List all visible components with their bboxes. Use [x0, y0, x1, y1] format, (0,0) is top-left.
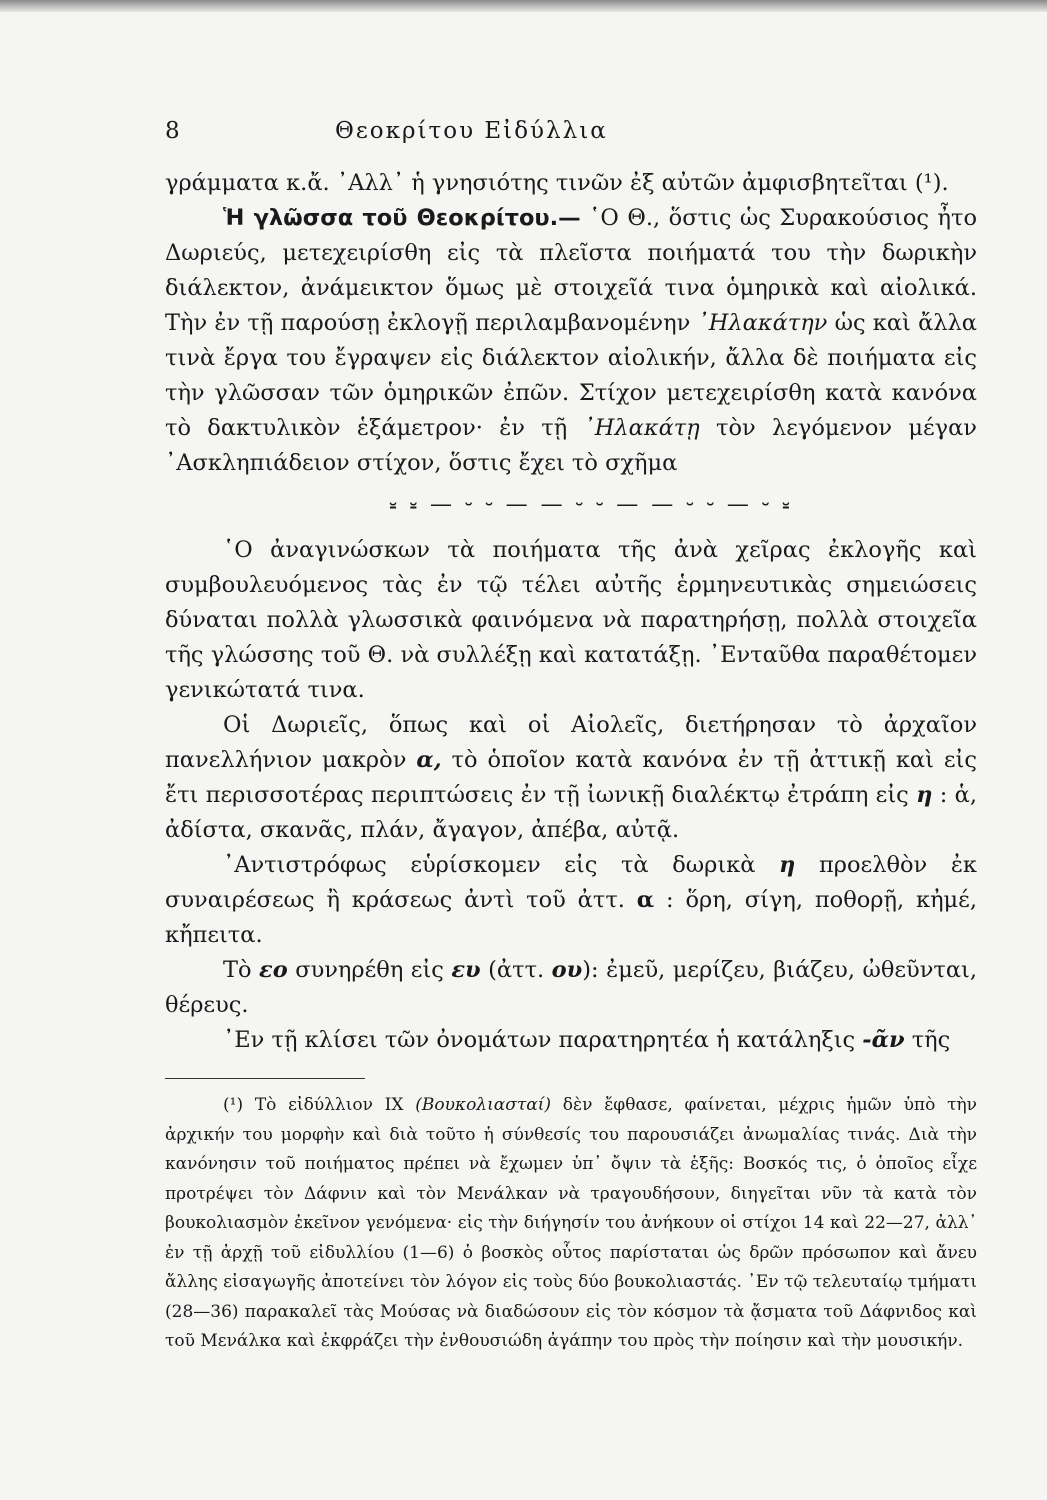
- text-run: τῆς: [904, 1027, 951, 1053]
- bold-letter: ευ: [451, 957, 481, 983]
- text-run: ᾿Αντιστρόφως εὑρίσκομεν εἰς τὰ δωρικὰ: [223, 852, 780, 878]
- bold-letter: α: [636, 887, 655, 913]
- italic-run: (Βουκολιασταί): [415, 1095, 552, 1115]
- text-run: : ὅρη, σίγη, ποθορῇ, κἠμέ, κἤπειτα.: [165, 887, 977, 948]
- page: [165, 118, 977, 1357]
- footnote-rule: [165, 1078, 365, 1079]
- italic-run: ᾿Ηλακάτῃ: [583, 415, 700, 441]
- text-run: : ἁ, ἀδίστα, σκανᾶς, πλάν, ἄγαγον, ἀπέβα, αὐτᾷ.: [165, 782, 977, 843]
- page-number: 8: [165, 118, 181, 144]
- footnote: [165, 1091, 977, 1357]
- footnote-text: [165, 1091, 977, 1357]
- page-header: [165, 118, 977, 158]
- paragraph: ῾Ο ἀναγινώσκων τὰ ποιήματα τῆς ἀνὰ χεῖρας ἐκλογῆς καὶ συμβουλευόμενος τὰς ἐν τῷ τέλει αὐτῆς ἑρμηνευτικὰς σημειώσεις δύναται πολλὰ γλωσσικὰ φαινόμενα νὰ παρατηρήσῃ, πολλὰ στοιχεῖα τῆς γλώσσης τοῦ Θ. νὰ συλλέξῃ καὶ κατατάξῃ. ᾿Ενταῦθα παραθέτομεν γενικώτατά τινα.: [165, 537, 977, 703]
- text-run: (ἀττ.: [480, 957, 552, 983]
- bold-letter: η: [779, 852, 796, 878]
- bold-ending: -ᾶν: [862, 1027, 905, 1053]
- text-run: ὡς καὶ ἄλλα τινὰ ἔργα του ἔγραψεν εἰς διάλεκτον αἰολικήν, ἄλλα δὲ ποιήματα εἰς τὴν γλῶσσαν τῶν ὁμηρικῶν ἐπῶν. Στίχον μετεχειρίσθη κατὰ κανόνα τὸ δακτυλικὸν ἑξάμετρον· ἐν τῇ: [165, 310, 977, 441]
- italic-run: ᾿Ηλακάτην: [697, 310, 828, 336]
- section-title: Ἡ γλῶσσα τοῦ Θεοκρίτου.—: [223, 205, 581, 231]
- paragraph: [165, 708, 977, 848]
- section-paragraph: [165, 201, 977, 481]
- text-run: δὲν ἔφθασε, φαίνεται, μέχρις ἡμῶν ὑπὸ τὴν ἀρχικήν του μορφὴν καὶ διὰ τοῦτο ἡ σύνθεσίς του παρουσιάζει ἀνωμαλίας τινάς. Διὰ τὴν κανόνησιν τοῦ ποιήματος πρέπει νὰ ἔχωμεν ὑπ᾿ ὄψιν τὰ ἑξῆς: Βοσκός τις, ὁ ὁποῖος εἶχε προτρέψει τὸν Δάφνιν καὶ τὸν Μενάλκαν νὰ τραγουδήσουν, διηγεῖται νῦν τὰ κατὰ τὸν βουκολιασμὸν ἐκεῖνον γενόμενα· εἰς τὴν διήγησίν του ἀνήκουν οἱ στίχοι 14 καὶ 22—27, ἀλλ᾿ ἐν τῇ ἀρχῇ τοῦ εἰδυλλίου (1—6) ὁ βοσκὸς οὗτος παρίσταται ὡς δρῶν πρόσωπον καὶ ἄνευ ἄλλης εἰσαγωγῆς ἀποτείνει τὸν λόγον εἰς τοὺς δύο βουκολιαστάς. ᾿Εν τῷ τελευταίῳ τμήματι (28—36) παρακαλεῖ τὰς Μούσας νὰ διαδώσουν εἰς τὸν κόσμον τὰ ᾄσματα τοῦ Δάφνιδος καὶ τοῦ Μενάλκα καὶ ἐκφράζει τὴν ἐνθουσιώδη ἀγάπην του πρὸς τὴν ποίησιν καὶ τὴν μουσικήν.: [165, 1095, 977, 1351]
- text-run: (¹) Τὸ εἰδύλλιον IX: [223, 1095, 416, 1115]
- body-text: [165, 166, 977, 1058]
- paragraph: [165, 848, 977, 953]
- metrical-scheme: ⏓ ⏓ — ⏑ ⏑ — — ⏑ ⏑ — — ⏑ ⏑ — ⏑ ⏓: [389, 492, 793, 517]
- text-run: ῾Ο Θ., ὅστις ὡς Συρακούσιος ἦτο Δωριεύς, μετεχειρίσθη εἰς τὰ πλεῖστα ποιήματά του τὴν δωρικὴν διάλεκτον, ἀνάμεικτον ὅμως μὲ στοιχεῖά τινα ὁμηρικὰ καὶ αἰολικά. Τὴν ἐν τῇ παρούσῃ ἐκλογῇ περιλαμβανομένην: [165, 205, 978, 336]
- text-run: τὸ ὁποῖον κατὰ κανόνα ἐν τῇ ἀττικῇ καὶ εἰς ἔτι περισσοτέρας περιπτώσεις ἐν τῇ ἰωνικῇ διαλέκτῳ ἐτράπη εἰς: [165, 747, 977, 808]
- paragraph: [165, 1023, 977, 1058]
- scan-edge: [0, 0, 1047, 12]
- running-title: Θεοκρίτου Εἰδύλλια: [335, 118, 608, 144]
- text-run: Οἱ Δωριεῖς, ὅπως καὶ οἱ Αἰολεῖς, διετήρησαν τὸ ἀρχαῖον πανελλήνιον μακρὸν: [165, 712, 977, 773]
- text-run: συνηρέθη εἰς: [287, 957, 452, 983]
- text-run: Τὸ: [223, 957, 260, 983]
- paragraph: γράμματα κ.ἄ. ᾿Αλλ᾿ ἡ γνησιότης τινῶν ἐξ αὐτῶν ἀμφισβητεῖται (¹).: [165, 170, 949, 196]
- text-run: τὸν λεγόμενον μέγαν ᾿Ασκληπιάδειον στίχον, ὅστις ἔχει τὸ σχῆμα: [165, 415, 977, 476]
- bold-letter: η: [916, 782, 933, 808]
- bold-letter: εο: [259, 957, 288, 983]
- bold-letter: α,: [416, 747, 442, 773]
- paragraph: [165, 953, 977, 1023]
- text-run: ᾿Εν τῇ κλίσει τῶν ὀνομάτων παρατηρητέα ἡ κατάληξις: [223, 1027, 863, 1053]
- text-run: προελθὸν ἐκ συναιρέσεως ἢ κράσεως ἀντὶ τοῦ ἀττ.: [165, 852, 977, 913]
- bold-letter: ου: [551, 957, 583, 983]
- text-run: ): ἐμεῦ, μερίζευ, βιάζευ, ὠθεῦνται, θέρευς.: [165, 957, 977, 1018]
